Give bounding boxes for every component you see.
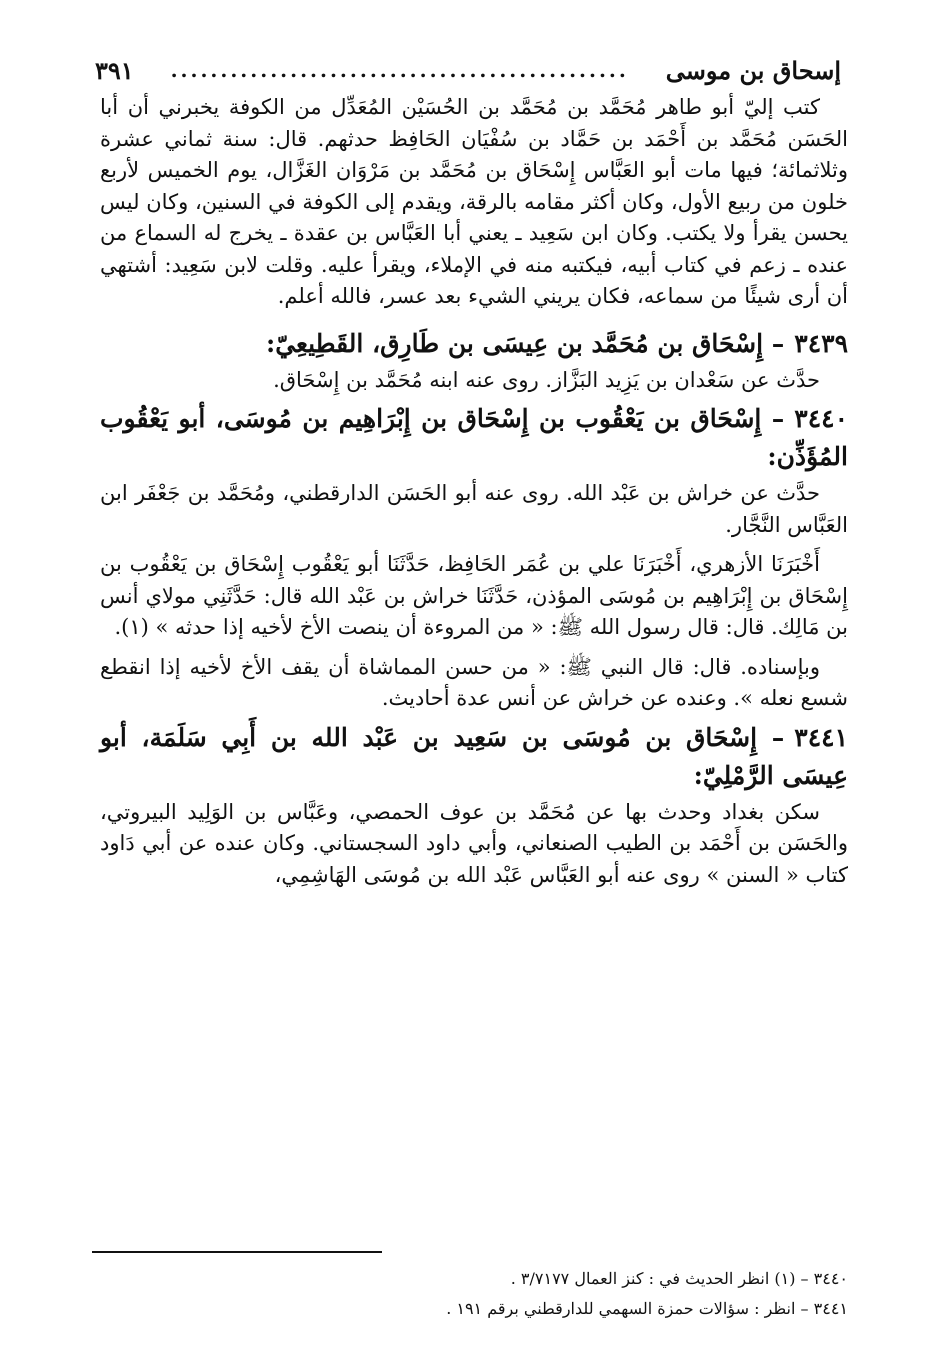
entry-heading <box>100 719 848 795</box>
spacer <box>100 541 848 549</box>
footnote-separator <box>92 1251 382 1253</box>
entry-heading <box>100 325 848 363</box>
spacer <box>100 313 848 321</box>
entry-title: – إِسْحَاق بن مُحَمَّد بن عِيسَى بن طَارِق، القَطِيعِيّ: <box>265 328 785 358</box>
footnote: ٣٤٤١ – انظر : سؤالات حمزة السهمي للدارقطني برقم ١٩١ . <box>446 1299 848 1318</box>
running-head-title: إسحاق بن موسى <box>665 55 841 85</box>
entry-3440 <box>100 400 848 715</box>
entry-3439 <box>100 325 848 397</box>
entry-paragraph: حدَّث عن سَعْدان بن يَزِيد البَزَّاز. روى عنه ابنه مُحَمَّد بن إِسْحَاق. <box>273 367 820 392</box>
entry-number: ٣٤٤١ <box>794 722 848 752</box>
entry-number: ٣٤٣٩ <box>794 328 848 358</box>
page-body <box>100 92 848 891</box>
footnote: ٣٤٤٠ – (١) انظر الحديث في : كنز العمال ٣/٧١٧٧ . <box>510 1269 848 1288</box>
entry-3441 <box>100 719 848 892</box>
entry-paragraph: سكن بغداد وحدث بها عن مُحَمَّد بن عوف الحمصي، وعَبَّاس بن الوَلِيد البيروتي، والحَسَن بن أَحْمَد بن الطيب الصنعاني، وأبي داود السجستاني. وكان عنده عن أبي دَاود كتاب « السنن » روى عنه أبو العَبَّاس عَبْد الله بن مُوسَى الهَاشِمِي، <box>100 799 848 887</box>
footnotes <box>100 1264 848 1324</box>
entry-title: – إِسْحَاق بن يَعْقُوب بن إِسْحَاق بن إِبْرَاهِيم بن مُوسَى، أبو يَعْقُوب المُؤَذِّن: <box>100 404 848 471</box>
intro-paragraph: كتب إليّ أبو طاهر مُحَمَّد بن مُحَمَّد بن الحُسَيْن المُعَدِّل من الكوفة يخبرني أن أبا الحَسَن مُحَمَّد بن أَحْمَد بن حَمَّاد بن سُفْيَان الحَافِظ حدثهم. قال: سنة ثماني عشرة وثلاثمائة؛ فيها مات أبو العَبَّاس إِسْحَاق بن مُحَمَّد بن مَرْوَان الغَزَّال، يوم الخميس لأربع خلون من ربيع الأول، وكان أكثر مقامه بالرقة، ويقدم إلى الكوفة في السنين، وكان ليس يحسن يقرأ ولا يكتب. وكان ابن سَعِيد ـ يعني أبا العَبَّاس بن عقدة ـ يخرج له السماع من عنده ـ زعم في كتاب أبيه، فيكتبه منه في الإملاء، ويقرأ عليه. وقلت لابن سَعِيد: أشتهي أن أرى شيئًا من سماعه، فكان يريني الشيء بعد عسر، فالله أعلم. <box>100 95 848 308</box>
hadith-paragraph: أَخْبَرَنَا الأزهري، أَخْبَرَنَا علي بن عُمَر الحَافِظ، حَدَّثَنَا أبو يَعْقُوب إِسْحَاق بن يَعْقُوب بن إِسْحَاق بن إِبْرَاهِيم بن مُوسَى المؤذن، حَدَّثَنَا خراش بن عَبْد الله قال: حَدَّثَنِي مولاي أنس بن مَالِك. قال: قال رسول الله ﷺ: « من المروءة أن ينصت الأخ لأخيه إذا حدثه » (١). <box>100 552 848 639</box>
entry-heading <box>100 400 848 476</box>
entry-paragraph: حدَّث عن خراش بن عَبْد الله. روى عنه أبو الحَسَن الدارقطني، ومُحَمَّد بن جَعْفَر ابن العَبَّاس النَّجَّار. <box>100 481 848 537</box>
entry-number: ٣٤٤٠ <box>794 404 848 433</box>
page-number: ٣٩١ <box>95 55 134 85</box>
spacer <box>100 644 848 652</box>
hadith-paragraph: وبإسناده. قال: قال النبي ﷺ: « من حسن المماشاة أن يقف الأخ لأخيه إذا انقطع شسع نعله ». وعنده عن خراش عن أنس عدة أحاديث. <box>100 654 848 710</box>
running-head <box>95 50 841 90</box>
entry-title: – إِسْحَاق بن مُوسَى بن سَعِيد بن عَبْد الله بن أَبِي سَلَمَة، أبو عِيسَى الرَّمْلِيّ: <box>100 722 848 790</box>
running-head-leader-dots: .............................................. <box>170 58 629 82</box>
